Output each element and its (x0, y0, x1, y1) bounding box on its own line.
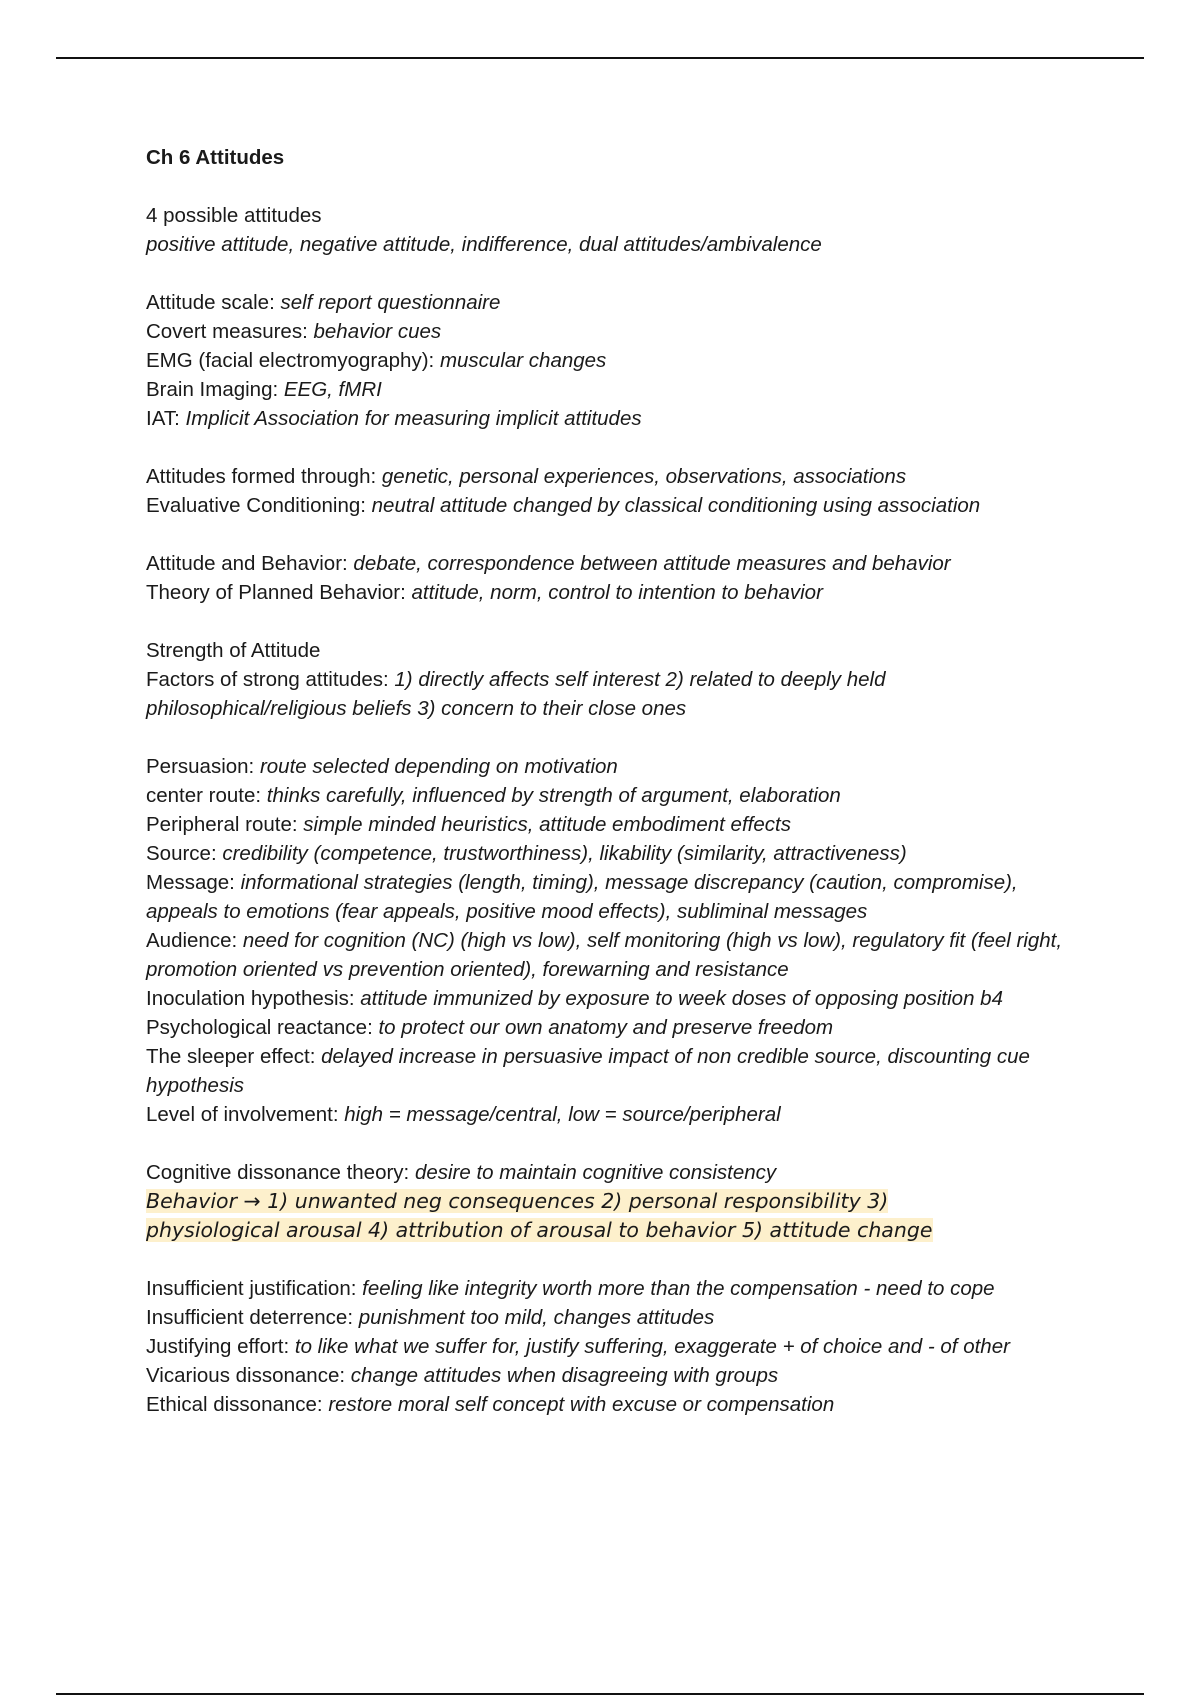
text-line (146, 578, 1086, 607)
line-term: The sleeper effect: (146, 1045, 322, 1068)
line-description: self report questionnaire (280, 291, 501, 314)
highlight-line: Behavior → 1) unwanted neg consequences 2) personal responsibility 3) (146, 1189, 889, 1213)
line-description: delayed increase in persuasive impact of non credible source, discounting cue hypothesis (146, 1045, 1030, 1097)
line-description: simple minded heuristics, attitude embodiment effects (303, 813, 791, 836)
line-description: route selected depending on motivation (259, 755, 618, 778)
line-term: center route: (146, 784, 267, 807)
highlight-line: physiological arousal 4) attribution of arousal to behavior 5) attitude change (146, 1218, 933, 1242)
line-term: Covert measures: (146, 320, 314, 343)
text-line (146, 926, 1086, 984)
section-formation (146, 462, 1086, 520)
text-line (146, 404, 1086, 433)
line-description: EEG, fMRI (283, 378, 382, 401)
text-line (146, 1361, 1086, 1390)
line-term: Attitude scale: (146, 291, 281, 314)
section-persuasion (146, 752, 1086, 1129)
text-line (146, 1042, 1086, 1100)
line-term: Evaluative Conditioning: (146, 494, 372, 517)
line-description: high = message/central, low = source/peripheral (344, 1103, 781, 1126)
text-line (146, 462, 1086, 491)
line-description: thinks carefully, influenced by strength of argument, elaboration (266, 784, 841, 807)
text-line (146, 346, 1086, 375)
line-term: Attitude and Behavior: (146, 552, 354, 575)
text-line (146, 781, 1086, 810)
text-line (146, 868, 1086, 926)
text-line (146, 810, 1086, 839)
line-description: desire to maintain cognitive consistency (414, 1161, 777, 1184)
section-cognitive-dissonance (146, 1158, 1086, 1245)
line-term: Factors of strong attitudes: (146, 668, 395, 691)
line-description: credibility (competence, trustworthiness), likability (similarity, attractiveness) (222, 842, 907, 865)
line-description: Implicit Association for measuring implicit attitudes (185, 407, 642, 430)
section-possible-attitudes (146, 201, 1086, 259)
line-term: IAT: (146, 407, 186, 430)
line-term: Source: (146, 842, 223, 865)
line-description: change attitudes when disagreeing with groups (350, 1364, 779, 1387)
text-line (146, 636, 1086, 665)
text-line (146, 201, 1086, 230)
text-line (146, 1100, 1086, 1129)
line-description: restore moral self concept with excuse or compensation (328, 1393, 835, 1416)
line-term: Audience: (146, 929, 243, 952)
line-term: Cognitive dissonance theory: (146, 1161, 415, 1184)
footer-rule (56, 1693, 1144, 1695)
line-description: need for cognition (NC) (high vs low), self monitoring (high vs low), regulatory fit (feel right, promotion oriented vs prevention oriented), forewarning and resistance (146, 929, 1063, 981)
text-line (146, 665, 1086, 723)
text-line (146, 1303, 1086, 1332)
page-title: Ch 6 Attitudes (146, 146, 285, 169)
line-term: Psychological reactance: (146, 1016, 379, 1039)
line-term: Persuasion: (146, 755, 260, 778)
text-line (146, 491, 1086, 520)
line-description: behavior cues (313, 320, 442, 343)
text-line (146, 839, 1086, 868)
line-description: neutral attitude changed by classical conditioning using association (371, 494, 981, 517)
line-term: Insufficient justification: (146, 1277, 363, 1300)
line-description: to protect our own anatomy and preserve freedom (378, 1016, 834, 1039)
text-line (146, 288, 1086, 317)
highlighted-passage (146, 1187, 1086, 1245)
text-line (146, 984, 1086, 1013)
line-term: Justifying effort: (146, 1335, 295, 1358)
line-description: informational strategies (length, timing), message discrepancy (caution, compromise), appeals to emotions (fear appeals, positive mood effects), subliminal messages (146, 871, 1018, 923)
line-term: Theory of Planned Behavior: (146, 581, 412, 604)
text-line (146, 1013, 1086, 1042)
line-term: Vicarious dissonance: (146, 1364, 351, 1387)
line-description: attitude, norm, control to intention to behavior (411, 581, 823, 604)
line-term: Ethical dissonance: (146, 1393, 329, 1416)
line-description: feeling like integrity worth more than the compensation - need to cope (362, 1277, 995, 1300)
line-term: Insufficient deterrence: (146, 1306, 359, 1329)
text-line (146, 375, 1086, 404)
line-description: punishment too mild, changes attitudes (358, 1306, 715, 1329)
text-line (146, 230, 1086, 259)
line-term: 4 possible attitudes (146, 204, 322, 227)
line-description: muscular changes (439, 349, 607, 372)
line-term: Message: (146, 871, 241, 894)
line-term: Level of involvement: (146, 1103, 345, 1126)
line-description: attitude immunized by exposure to week doses of opposing position b4 (360, 987, 1003, 1010)
section-strength (146, 636, 1086, 723)
line-description: debate, correspondence between attitude measures and behavior (353, 552, 951, 575)
text-line (146, 752, 1086, 781)
text-line (146, 1332, 1086, 1361)
line-term: Attitudes formed through: (146, 465, 382, 488)
text-line (146, 549, 1086, 578)
document-body (146, 143, 1086, 1448)
text-line (146, 1390, 1086, 1419)
line-description: positive attitude, negative attitude, indifference, dual attitudes/ambivalence (146, 233, 822, 256)
line-description: 1) directly affects self interest 2) related to deeply held philosophical/religious beliefs 3) concern to their close ones (146, 668, 886, 720)
text-line (146, 1274, 1086, 1303)
line-term: Strength of Attitude (146, 639, 321, 662)
section-measurement (146, 288, 1086, 433)
text-line (146, 317, 1086, 346)
line-description: to like what we suffer for, justify suffering, exaggerate + of choice and - of other (294, 1335, 1010, 1358)
line-term: Brain Imaging: (146, 378, 284, 401)
line-term: Inoculation hypothesis: (146, 987, 361, 1010)
header-rule (56, 57, 1144, 59)
line-description: genetic, personal experiences, observations, associations (381, 465, 907, 488)
line-term: Peripheral route: (146, 813, 304, 836)
text-line (146, 1158, 1086, 1187)
section-dissonance-types (146, 1274, 1086, 1419)
section-attitude-behavior (146, 549, 1086, 607)
line-term: EMG (facial electromyography): (146, 349, 440, 372)
